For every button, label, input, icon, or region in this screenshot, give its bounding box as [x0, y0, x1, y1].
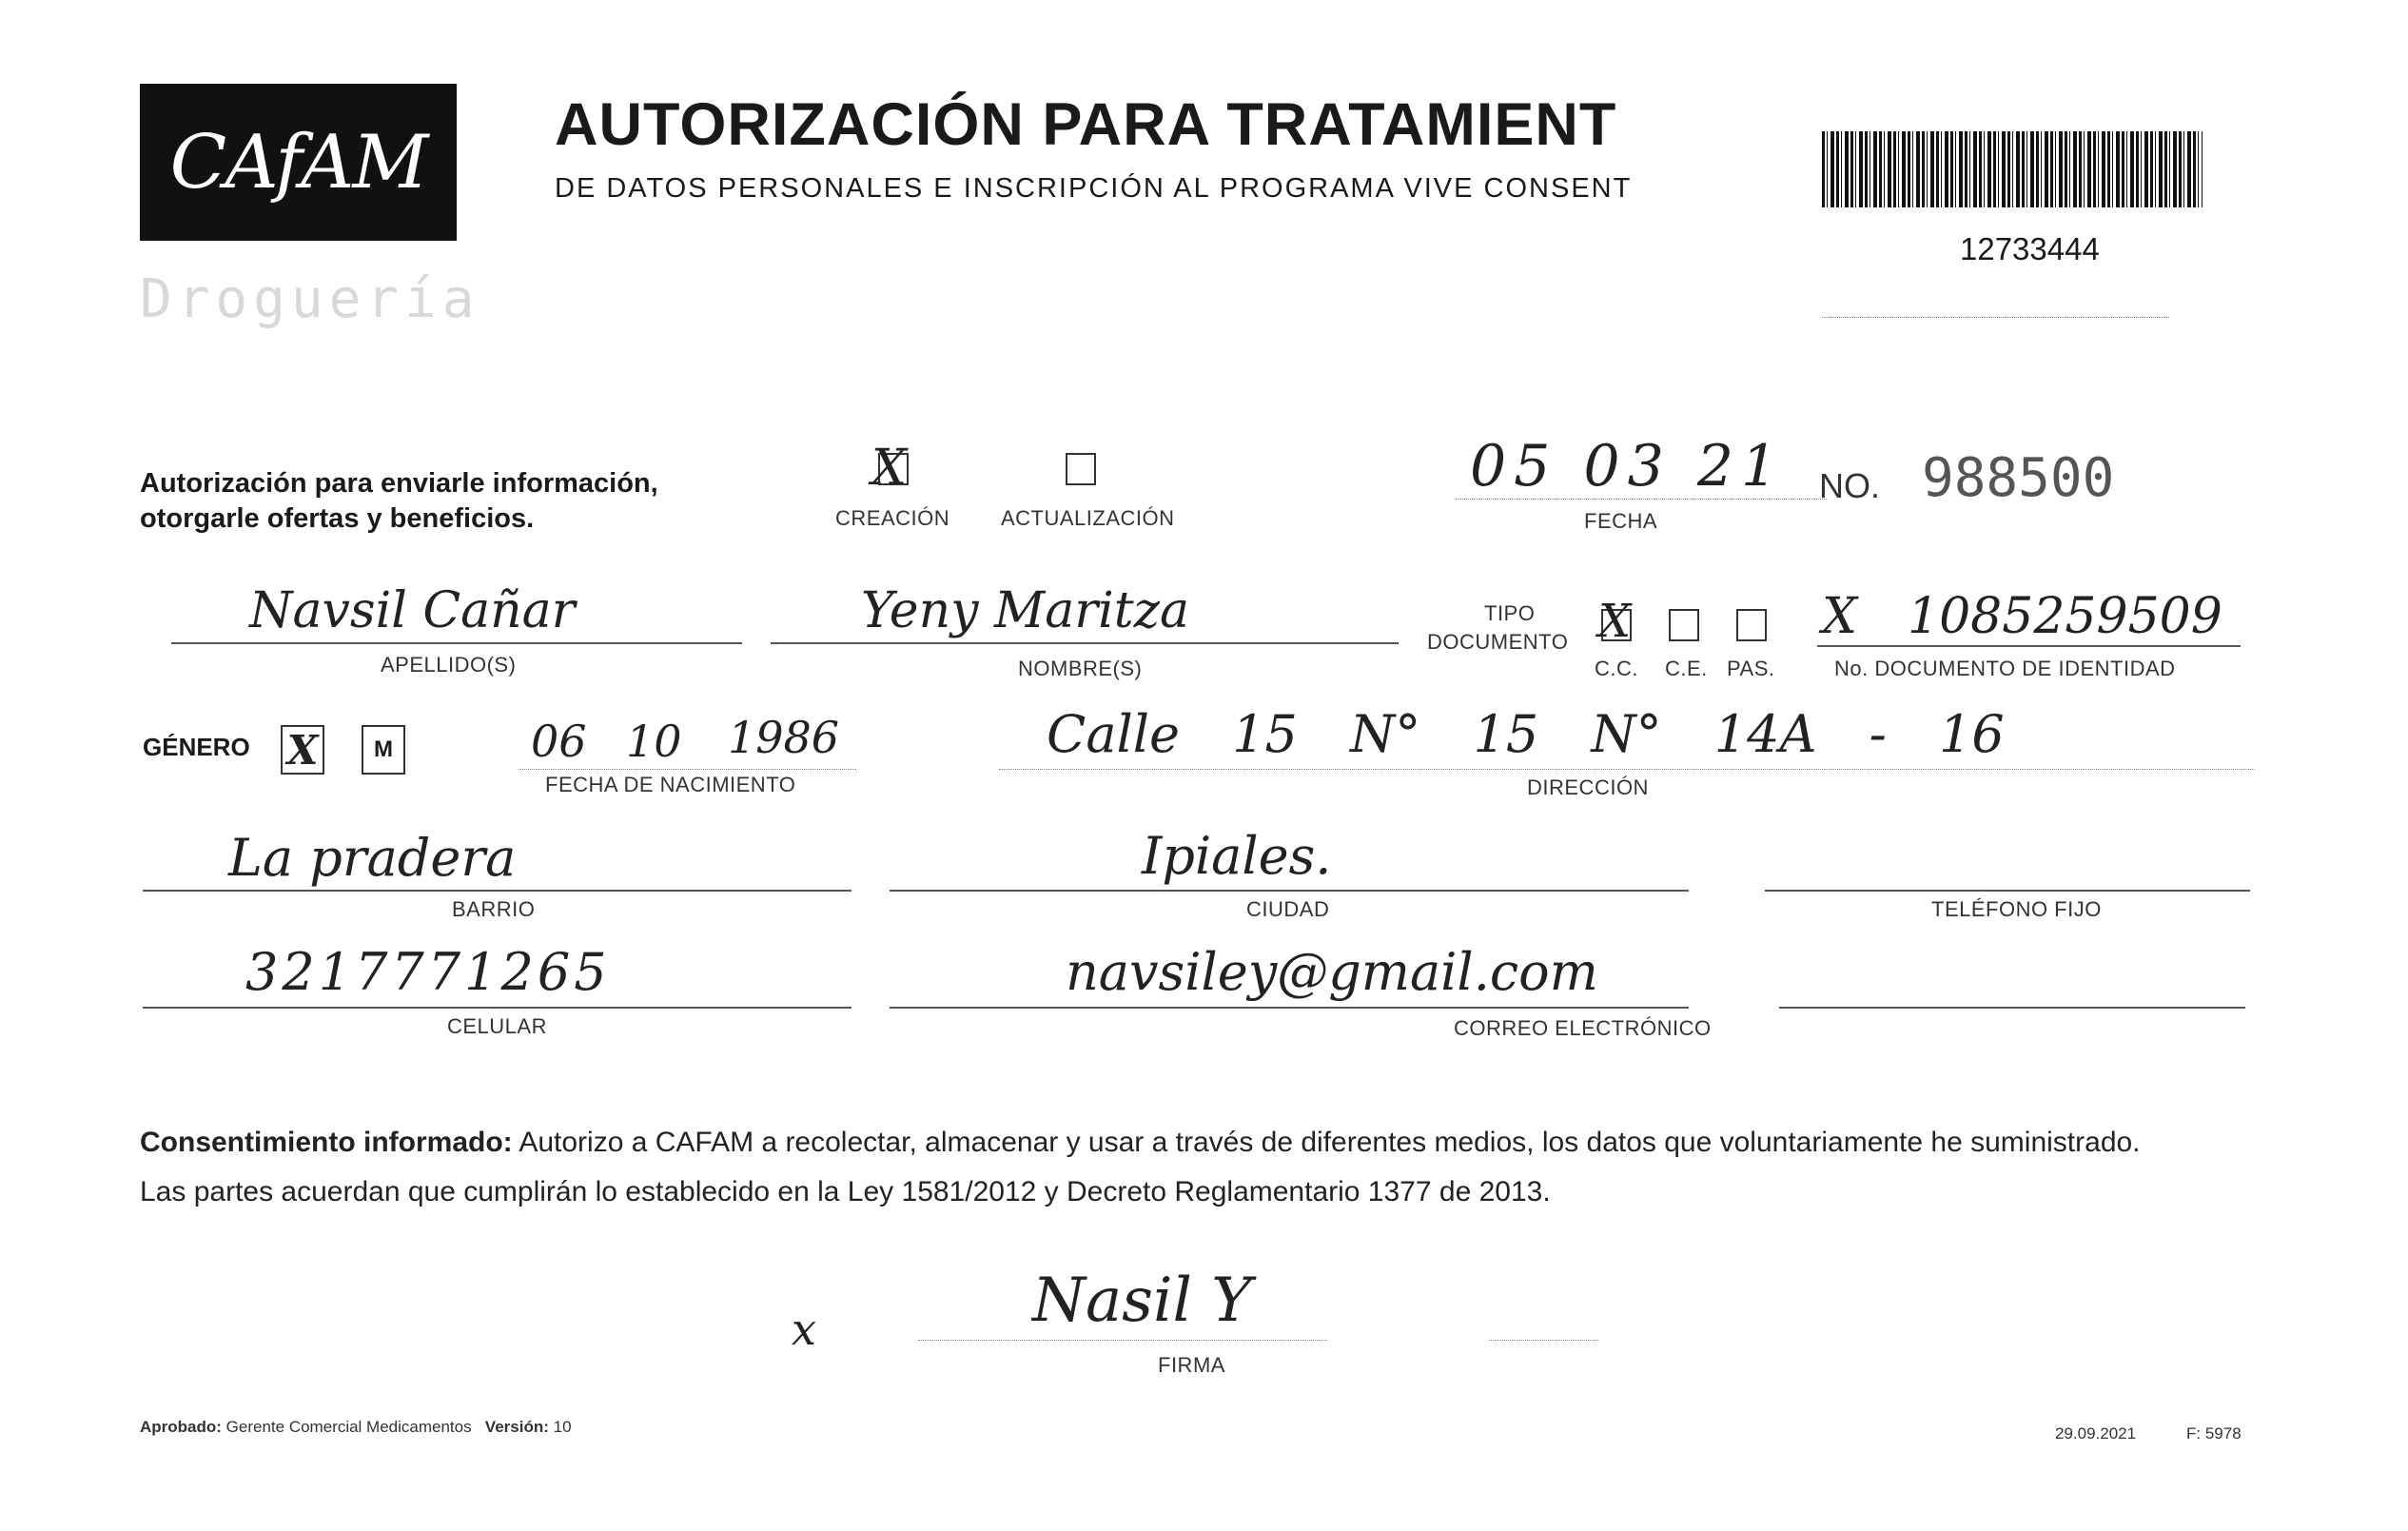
ciudad-label: CIUDAD [1246, 897, 1330, 921]
firma-signature: Nasil Y [1032, 1266, 1252, 1336]
apellidos-label: APELLIDO(S) [381, 653, 517, 677]
tipo-pas-label: PAS. [1727, 657, 1775, 680]
celular-label: CELULAR [447, 1014, 547, 1038]
genero-m-label: M [374, 736, 393, 762]
nombres-line [771, 642, 1399, 644]
logo-subtitle: Droguería [140, 268, 480, 330]
apellidos-value: Navsil Cañar [249, 582, 576, 639]
document-title: AUTORIZACIÓN PARA TRATAMIENT [555, 91, 1617, 158]
document-subtitle: DE DATOS PERSONALES E INSCRIPCIÓN AL PROGRAMA VIVE CONSENT [555, 173, 1633, 204]
celular-value: 3217771265 [245, 942, 611, 1002]
actualizacion-label: ACTUALIZACIÓN [1001, 506, 1175, 530]
firma-label: FIRMA [1158, 1353, 1225, 1377]
nombres-label: NOMBRE(S) [1018, 657, 1143, 680]
correo-label: CORREO ELECTRÓNICO [1454, 1016, 1712, 1040]
consent-paragraph-2: Las partes acuerdan que cumplirán lo establecido en la Ley 1581/2012 y Decreto Reglamentario 1377 de 2013. [140, 1176, 1551, 1207]
creacion-label: CREACIÓN [835, 506, 950, 530]
barrio-label: BARRIO [452, 897, 536, 921]
tipo-cc-label: C.C. [1595, 657, 1638, 680]
firma-line [918, 1340, 1327, 1341]
direccion-value: Calle 15 N° 15 N° 14A - 16 [1047, 704, 2005, 764]
documento-line [1817, 645, 2241, 647]
correo-value: navsiley@gmail.com [1066, 942, 1598, 1002]
intro-text [140, 466, 658, 537]
nombres-value: Yeny Maritza [861, 582, 1190, 639]
consent-heading: Consentimiento informado: [140, 1127, 513, 1158]
celular-line [143, 1007, 852, 1009]
footer-date: 29.09.2021 [2055, 1424, 2137, 1443]
tipo-label-2: DOCUMENTO [1427, 630, 1569, 654]
nacimiento-day: 06 [531, 716, 587, 767]
documento-mark: X [1822, 588, 1858, 645]
documento-label: No. DOCUMENTO DE IDENTIDAD [1834, 657, 2176, 680]
firma-mark: x [792, 1304, 816, 1355]
genero-f-mark: X [286, 726, 319, 774]
nacimiento-label: FECHA DE NACIMIENTO [545, 773, 796, 796]
genero-label: GÉNERO [143, 733, 250, 761]
tipo-pas-checkbox[interactable] [1736, 609, 1767, 641]
aprobado-value: Gerente Comercial Medicamentos [225, 1418, 472, 1436]
tipo-cc-mark: X [1598, 595, 1632, 648]
version-label: Versión: [484, 1418, 549, 1436]
form-number-value: 988500 [1922, 447, 2115, 509]
footer-aprobado [140, 1418, 572, 1437]
firma-line-right [1489, 1340, 1598, 1341]
tipo-ce-checkbox[interactable] [1669, 609, 1699, 641]
creacion-mark: X [871, 440, 908, 497]
genero-f-box[interactable] [281, 725, 324, 775]
telefono-line [1765, 890, 2250, 892]
version-value: 10 [553, 1418, 572, 1436]
correo-line [890, 1007, 1689, 1009]
consent-text [140, 1118, 2261, 1217]
barcode-underline [1822, 317, 2169, 318]
barcode-number: 12733444 [1960, 231, 2100, 266]
actualizacion-checkbox[interactable] [1066, 453, 1096, 485]
barrio-line [143, 890, 852, 892]
nacimiento-month: 10 [626, 716, 682, 767]
nacimiento-line [519, 769, 856, 770]
tipo-ce-label: C.E. [1665, 657, 1708, 680]
footer-form-code: F: 5978 [2186, 1424, 2242, 1443]
genero-m-box[interactable] [362, 725, 405, 775]
consent-text-1: Autorizo a CAFAM a recolectar, almacenar y usar a través de diferentes medios, los datos que voluntariamente he suministrado. [512, 1127, 2141, 1158]
documento-value: 1085259509 [1908, 588, 2222, 645]
telefono-label: TELÉFONO FIJO [1931, 897, 2102, 921]
intro-line-2: otorgarle ofertas y beneficios. [140, 503, 535, 534]
form-number-prefix: NO. [1819, 466, 1881, 505]
fecha-value: 05 03 21 [1470, 433, 1786, 500]
apellidos-line [171, 642, 742, 644]
cafam-logo: CAfAM [140, 84, 457, 241]
aprobado-label: Aprobado: [140, 1418, 222, 1436]
direccion-line [999, 769, 2255, 770]
tipo-label-1: TIPO [1484, 601, 1536, 625]
fecha-line [1456, 499, 1827, 500]
extra-line [1779, 1007, 2245, 1009]
intro-line-1: Autorización para enviarle información, [140, 468, 658, 499]
direccion-label: DIRECCIÓN [1527, 775, 1649, 799]
barcode [1822, 131, 2202, 207]
barrio-value: La pradera [228, 828, 517, 888]
fecha-label: FECHA [1584, 509, 1658, 533]
nacimiento-year: 1986 [728, 712, 840, 763]
consent-paragraph-1 [140, 1118, 2261, 1168]
ciudad-line [890, 890, 1689, 892]
ciudad-value: Ipiales. [1142, 826, 1332, 886]
